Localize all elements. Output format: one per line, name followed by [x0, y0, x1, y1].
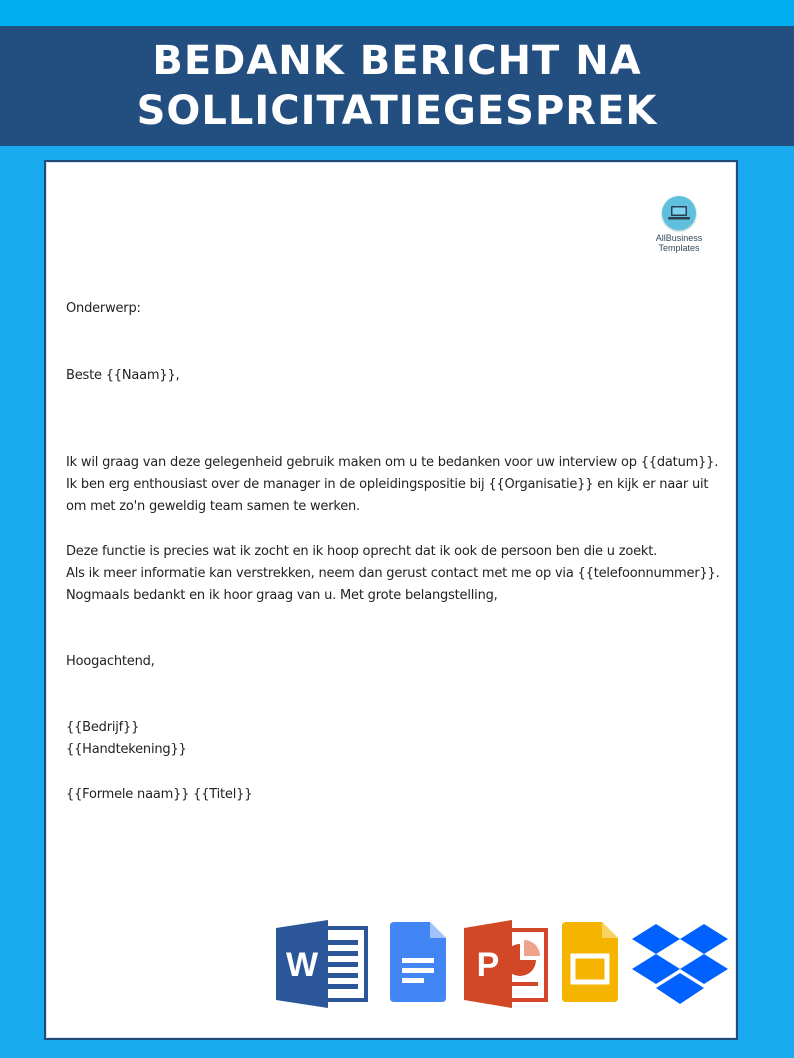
paragraph-2-line-2: Als ik meer informatie kan verstrekken, neem dan gerust contact met me op via {{telefoonnummer}}. — [66, 566, 720, 581]
title-banner — [0, 26, 794, 146]
name-title-placeholder: {{Formele naam}} {{Titel}} — [66, 787, 253, 802]
company-placeholder: {{Bedrijf}} — [66, 720, 140, 735]
logo-text-line1: AllBusiness — [655, 233, 703, 243]
paragraph-2-line-3: Nogmaals bedankt en ik hoor graag van u. Met grote belangstelling, — [66, 588, 498, 603]
logo-text-line2: Templates — [658, 243, 700, 253]
greeting: Beste {{Naam}}, — [66, 368, 180, 383]
paragraph-1-line-1: Ik wil graag van deze gelegenheid gebruik maken om u te bedanken voor uw interview op {{datum}}. — [66, 455, 719, 470]
paragraph-1-line-3: om met zo'n geweldig team samen te werken. — [66, 499, 360, 514]
google-slides-icon[interactable] — [560, 920, 620, 1009]
paragraph-2-line-1: Deze functie is precies wat ik zocht en ik hoop oprecht dat ik ook de persoon ben die u zoekt. — [66, 544, 658, 559]
powerpoint-icon[interactable] — [464, 920, 550, 1013]
title-line-1: BEDANK BERICHT NA — [152, 38, 642, 84]
laptop-icon — [662, 196, 696, 230]
google-docs-icon[interactable] — [388, 920, 448, 1009]
document-page — [44, 160, 738, 1040]
top-strip — [0, 0, 794, 26]
signature-placeholder: {{Handtekening}} — [66, 742, 187, 757]
subject-line: Onderwerp: — [66, 301, 141, 316]
dropbox-icon[interactable] — [632, 922, 728, 1013]
title-line-2: SOLLICITATIEGESPREK — [136, 88, 658, 134]
svg-text:W: W — [285, 946, 319, 984]
svg-text:P: P — [476, 946, 500, 984]
paragraph-1-line-2: Ik ben erg enthousiast over de manager in de opleidingspositie bij {{Organisatie}} en kijk er naar uit — [66, 477, 709, 492]
closing: Hoogachtend, — [66, 654, 155, 669]
word-icon[interactable] — [276, 920, 370, 1013]
allbusiness-logo[interactable] — [644, 196, 714, 253]
